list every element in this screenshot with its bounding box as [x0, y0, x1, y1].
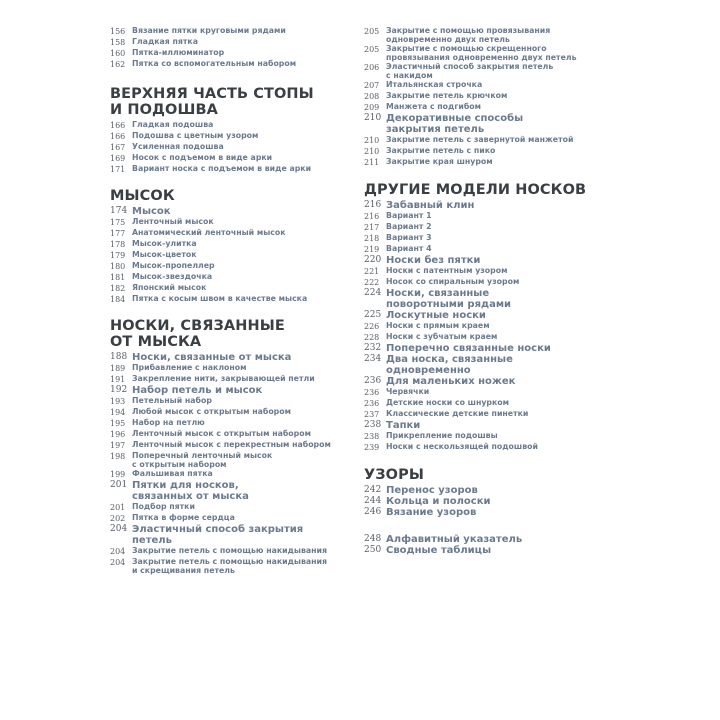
toc-entry[interactable] — [110, 557, 346, 575]
toc-entry[interactable] — [110, 206, 346, 217]
toc-entry[interactable] — [110, 283, 346, 294]
entry-title: Вариант 4 — [386, 244, 432, 253]
entry-title: Фальшивая пятка — [132, 469, 213, 478]
entry-title: Алфавитный указатель — [386, 534, 523, 545]
page-number: 196 — [110, 430, 126, 439]
page-number: 216 — [364, 200, 382, 210]
toc-entry[interactable] — [110, 429, 346, 440]
toc-entry[interactable] — [364, 343, 610, 354]
entry-title: Носки без пятки — [386, 255, 481, 266]
page-number: 204 — [110, 547, 126, 556]
entry-title: Подошва с цветным узором — [132, 131, 259, 140]
toc-entry[interactable] — [364, 44, 610, 62]
section-heading: НОСКИ, СВЯЗАННЫЕ ОТ МЫСКА — [110, 318, 285, 350]
entry-title: Подбор пятки — [132, 502, 195, 511]
entry-title: Набор петель и мысок — [132, 385, 263, 396]
toc-entry[interactable] — [110, 480, 346, 502]
toc-entry[interactable] — [110, 37, 346, 48]
toc-entry[interactable] — [110, 217, 346, 228]
toc-entry[interactable] — [110, 261, 346, 272]
toc-entry[interactable] — [364, 80, 610, 91]
entry-title: Пятка-иллюминатор — [132, 48, 225, 57]
toc-entry[interactable] — [110, 363, 346, 374]
entry-title: Закрытие петель с пико — [386, 146, 496, 155]
toc-entry[interactable] — [364, 222, 610, 233]
page-number: 217 — [364, 223, 380, 232]
entry-title: Эластичный способ закрытия петель с накидом — [386, 62, 554, 80]
entry-title: Носки с зубчатым краем — [386, 332, 498, 341]
toc-entry[interactable] — [364, 255, 610, 266]
toc-entry[interactable] — [364, 135, 610, 146]
page-number: 226 — [364, 322, 380, 331]
page-number: 248 — [364, 534, 382, 544]
entry-title: Червячки — [386, 387, 430, 396]
entry-title: Вариант 3 — [386, 233, 432, 242]
entry-title: Сводные таблицы — [386, 545, 492, 556]
page-number: 195 — [110, 419, 126, 428]
page-number: 250 — [364, 545, 382, 555]
entry-title: Вариант 2 — [386, 222, 432, 231]
entry-title: Ленточный мысок с перекрестным набором — [132, 440, 331, 449]
toc-entry[interactable] — [364, 91, 610, 102]
toc-entry[interactable] — [110, 502, 346, 513]
toc-left-column — [110, 26, 346, 575]
entry-title: Мысок-улитка — [132, 239, 197, 248]
page-number: 162 — [110, 60, 126, 69]
page-number: 236 — [364, 388, 380, 397]
page-number: 206 — [364, 63, 380, 72]
page-number: 219 — [364, 245, 380, 254]
page-number: 238 — [364, 432, 380, 441]
page-number: 204 — [110, 558, 126, 567]
entry-title: Носки, связанные от мыска — [132, 352, 292, 363]
page-number: 201 — [110, 503, 126, 512]
page-number: 156 — [110, 27, 126, 36]
toc-section — [364, 182, 610, 453]
entry-title: Носки, связанные поворотными рядами — [386, 288, 511, 310]
page-number: 210 — [364, 113, 382, 123]
page-number: 222 — [364, 278, 380, 287]
page-number: 202 — [110, 514, 126, 523]
toc-entry[interactable] — [110, 294, 346, 305]
page-number: 184 — [110, 295, 126, 304]
toc-right-column — [364, 26, 610, 556]
page-number: 180 — [110, 262, 126, 271]
toc-entry[interactable] — [364, 442, 610, 453]
page-number: 191 — [110, 375, 126, 384]
entry-title: Вариант 1 — [386, 211, 432, 220]
entry-title: Поперечно связанные носки — [386, 343, 551, 354]
toc-entry[interactable] — [364, 409, 610, 420]
toc-entry[interactable] — [110, 48, 346, 59]
page-number: 199 — [110, 470, 126, 479]
entry-title: Мысок-цветок — [132, 250, 197, 259]
page-number: 201 — [110, 480, 128, 490]
entry-title: Гладкая пятка — [132, 37, 198, 46]
toc-entry[interactable] — [110, 59, 346, 70]
entry-title: Усиленная подошва — [132, 142, 224, 151]
page-number: 167 — [110, 143, 126, 152]
section-heading: МЫСОК — [110, 188, 175, 204]
entry-title: Носок с подъемом в виде арки — [132, 153, 273, 162]
toc-entry[interactable] — [364, 62, 610, 80]
entry-title: Набор на петлю — [132, 418, 205, 427]
toc-entry[interactable] — [110, 352, 346, 363]
page-number: 177 — [110, 229, 126, 238]
entry-title: Прикрепление подошвы — [386, 431, 498, 440]
toc-entry[interactable] — [364, 387, 610, 398]
toc-entry[interactable] — [364, 545, 610, 556]
toc-section — [364, 534, 610, 556]
page-number: 181 — [110, 273, 126, 282]
toc-entry[interactable] — [110, 26, 346, 37]
entry-title: Анатомический ленточный мысок — [132, 228, 286, 237]
page-number: 207 — [364, 81, 380, 90]
page-number: 244 — [364, 496, 382, 506]
entry-title: Декоративные способы закрытия петель — [386, 113, 524, 135]
toc-entry[interactable] — [110, 272, 346, 283]
page-number: 236 — [364, 399, 380, 408]
entry-title: Вариант носка с подъемом в виде арки — [132, 164, 312, 173]
page-number: 208 — [364, 92, 380, 101]
page-number: 246 — [364, 507, 382, 517]
entry-title: Носок со спиральным узором — [386, 277, 520, 286]
entry-title: Пятки для носков, связанных от мыска — [132, 480, 249, 502]
entry-title: Гладкая подошва — [132, 120, 214, 129]
entry-title: Эластичный способ закрытия петель — [132, 524, 304, 546]
entry-title: Закрытие с помощью скрещенного провязывания одновременно двух петель — [386, 44, 577, 62]
section-heading: ДРУГИЕ МОДЕЛИ НОСКОВ — [364, 182, 587, 198]
page-number: 198 — [110, 452, 126, 461]
page-number: 158 — [110, 38, 126, 47]
page-number: 228 — [364, 333, 380, 342]
toc-section — [110, 86, 346, 175]
page-number: 192 — [110, 385, 128, 395]
toc-entry[interactable] — [364, 534, 610, 545]
entry-title: Вязание узоров — [386, 507, 477, 518]
entry-title: Кольца и полоски — [386, 496, 491, 507]
entry-title: Закрытие петель с помощью накидывания — [132, 546, 328, 555]
entry-title: Закрепление нити, закрывающей петли — [132, 374, 315, 383]
toc-entry[interactable] — [110, 228, 346, 239]
page-number: 182 — [110, 284, 126, 293]
toc-entry[interactable] — [364, 398, 610, 409]
page-number: 225 — [364, 310, 382, 320]
toc-entry[interactable] — [364, 244, 610, 255]
toc-entry[interactable] — [364, 507, 610, 518]
toc-entry[interactable] — [110, 513, 346, 524]
page-number: 205 — [364, 45, 380, 54]
page-number: 188 — [110, 352, 128, 362]
page-number: 211 — [364, 158, 380, 167]
entry-title: Японский мысок — [132, 283, 207, 292]
page-number: 239 — [364, 443, 380, 452]
page-number: 174 — [110, 206, 128, 216]
entry-title: Петельный набор — [132, 396, 212, 405]
entry-title: Закрытие с помощью провязывания одновременно двух петель — [386, 26, 551, 44]
page-number: 194 — [110, 408, 126, 417]
page-number: 224 — [364, 288, 382, 298]
toc-entry[interactable] — [364, 233, 610, 244]
page-number: 193 — [110, 397, 126, 406]
page-number: 234 — [364, 354, 382, 364]
entry-title: Тапки — [386, 420, 421, 431]
entry-title: Перенос узоров — [386, 485, 478, 496]
toc-entry[interactable] — [364, 420, 610, 431]
entry-title: Два носка, связанные одновременно — [386, 354, 513, 376]
entry-title: Любой мысок с открытым набором — [132, 407, 291, 416]
toc-entry[interactable] — [364, 113, 610, 135]
toc-entry[interactable] — [110, 250, 346, 261]
toc-entry[interactable] — [110, 524, 346, 546]
page-number: 238 — [364, 420, 382, 430]
toc-entry[interactable] — [364, 200, 610, 211]
page-number: 237 — [364, 410, 380, 419]
page-number: 216 — [364, 212, 380, 221]
entry-title: Ленточный мысок — [132, 217, 214, 226]
page-number: 209 — [364, 103, 380, 112]
page-number: 210 — [364, 136, 380, 145]
entry-title: Итальянская строчка — [386, 80, 483, 89]
toc-entry[interactable] — [110, 418, 346, 429]
toc-section — [110, 26, 346, 70]
entry-title: Манжета с подгибом — [386, 102, 482, 111]
toc-entry[interactable] — [364, 211, 610, 222]
toc-entry[interactable] — [364, 26, 610, 44]
entry-title: Поперечный ленточный мысок с открытым набором — [132, 451, 273, 469]
entry-title: Пятка с косым швом в качестве мыска — [132, 294, 308, 303]
entry-title: Мысок — [132, 206, 171, 217]
entry-title: Для маленьких ножек — [386, 376, 516, 387]
entry-title: Носки с прямым краем — [386, 321, 490, 330]
page-number: 232 — [364, 343, 382, 353]
page-number: 178 — [110, 240, 126, 249]
toc-section — [364, 467, 610, 518]
page-number: 175 — [110, 218, 126, 227]
entry-title: Закрытие края шнуром — [386, 157, 493, 166]
toc-entry[interactable] — [364, 288, 610, 310]
toc-entry[interactable] — [364, 376, 610, 387]
entry-title: Забавный клин — [386, 200, 475, 211]
page-number: 169 — [110, 154, 126, 163]
toc-entry[interactable] — [110, 374, 346, 385]
toc-entry[interactable] — [364, 332, 610, 343]
entry-title: Пятка со вспомогательным набором — [132, 59, 297, 68]
toc-entry[interactable] — [364, 146, 610, 157]
page-number: 220 — [364, 255, 382, 265]
section-heading: УЗОРЫ — [364, 467, 424, 483]
toc-entry[interactable] — [364, 431, 610, 442]
section-heading: ВЕРХНЯЯ ЧАСТЬ СТОПЫ И ПОДОШВА — [110, 86, 314, 118]
toc-section — [110, 188, 346, 305]
toc-entry[interactable] — [110, 131, 346, 142]
toc-entry[interactable] — [364, 496, 610, 507]
entry-title: Детские носки со шнурком — [386, 398, 510, 407]
toc-entry[interactable] — [110, 153, 346, 164]
toc-entry[interactable] — [364, 277, 610, 288]
page-number: 221 — [364, 267, 380, 276]
entry-title: Закрытие петель с помощью накидывания и скрещивания петель — [132, 557, 328, 575]
toc-entry[interactable] — [364, 321, 610, 332]
toc-entry[interactable] — [110, 407, 346, 418]
page-number: 197 — [110, 441, 126, 450]
toc-entry[interactable] — [110, 239, 346, 250]
toc-entry[interactable] — [110, 396, 346, 407]
toc-entry[interactable] — [110, 440, 346, 451]
toc-entry[interactable] — [364, 157, 610, 168]
entry-title: Вязание пятки круговыми рядами — [132, 26, 286, 35]
toc-section — [364, 26, 610, 168]
entry-title: Носки с нескользящей подошвой — [386, 442, 538, 451]
page-number: 204 — [110, 524, 128, 534]
page-number: 160 — [110, 49, 126, 58]
page-number: 210 — [364, 147, 380, 156]
toc-entry[interactable] — [110, 451, 346, 469]
page-number: 205 — [364, 27, 380, 36]
page-number: 189 — [110, 364, 126, 373]
entry-title: Пятка в форме сердца — [132, 513, 235, 522]
entry-title: Классические детские пинетки — [386, 409, 529, 418]
toc-entry[interactable] — [110, 164, 346, 175]
entry-title: Ленточный мысок с открытым набором — [132, 429, 311, 438]
page-number: 166 — [110, 121, 126, 130]
entry-title: Носки с патентным узором — [386, 266, 508, 275]
entry-title: Закрытие петель с завернутой манжетой — [386, 135, 574, 144]
toc-entry[interactable] — [364, 354, 610, 376]
page-number: 218 — [364, 234, 380, 243]
entry-title: Лоскутные носки — [386, 310, 486, 321]
toc-entry[interactable] — [110, 120, 346, 131]
toc-entry[interactable] — [110, 142, 346, 153]
toc-section — [110, 318, 346, 575]
page-number: 242 — [364, 485, 382, 495]
page-number: 179 — [110, 251, 126, 260]
entry-title: Мысок-звездочка — [132, 272, 213, 281]
page-number: 236 — [364, 376, 382, 386]
entry-title: Прибавление с наклоном — [132, 363, 247, 372]
toc-entry[interactable] — [364, 310, 610, 321]
toc-entry[interactable] — [364, 485, 610, 496]
toc-entry[interactable] — [364, 266, 610, 277]
toc-entry[interactable] — [110, 546, 346, 557]
page-number: 166 — [110, 132, 126, 141]
entry-title: Закрытие петель крючком — [386, 91, 508, 100]
toc-entry[interactable] — [110, 469, 346, 480]
toc-entry[interactable] — [110, 385, 346, 396]
page-number: 171 — [110, 165, 126, 174]
toc-entry[interactable] — [364, 102, 610, 113]
entry-title: Мысок-пропеллер — [132, 261, 215, 270]
